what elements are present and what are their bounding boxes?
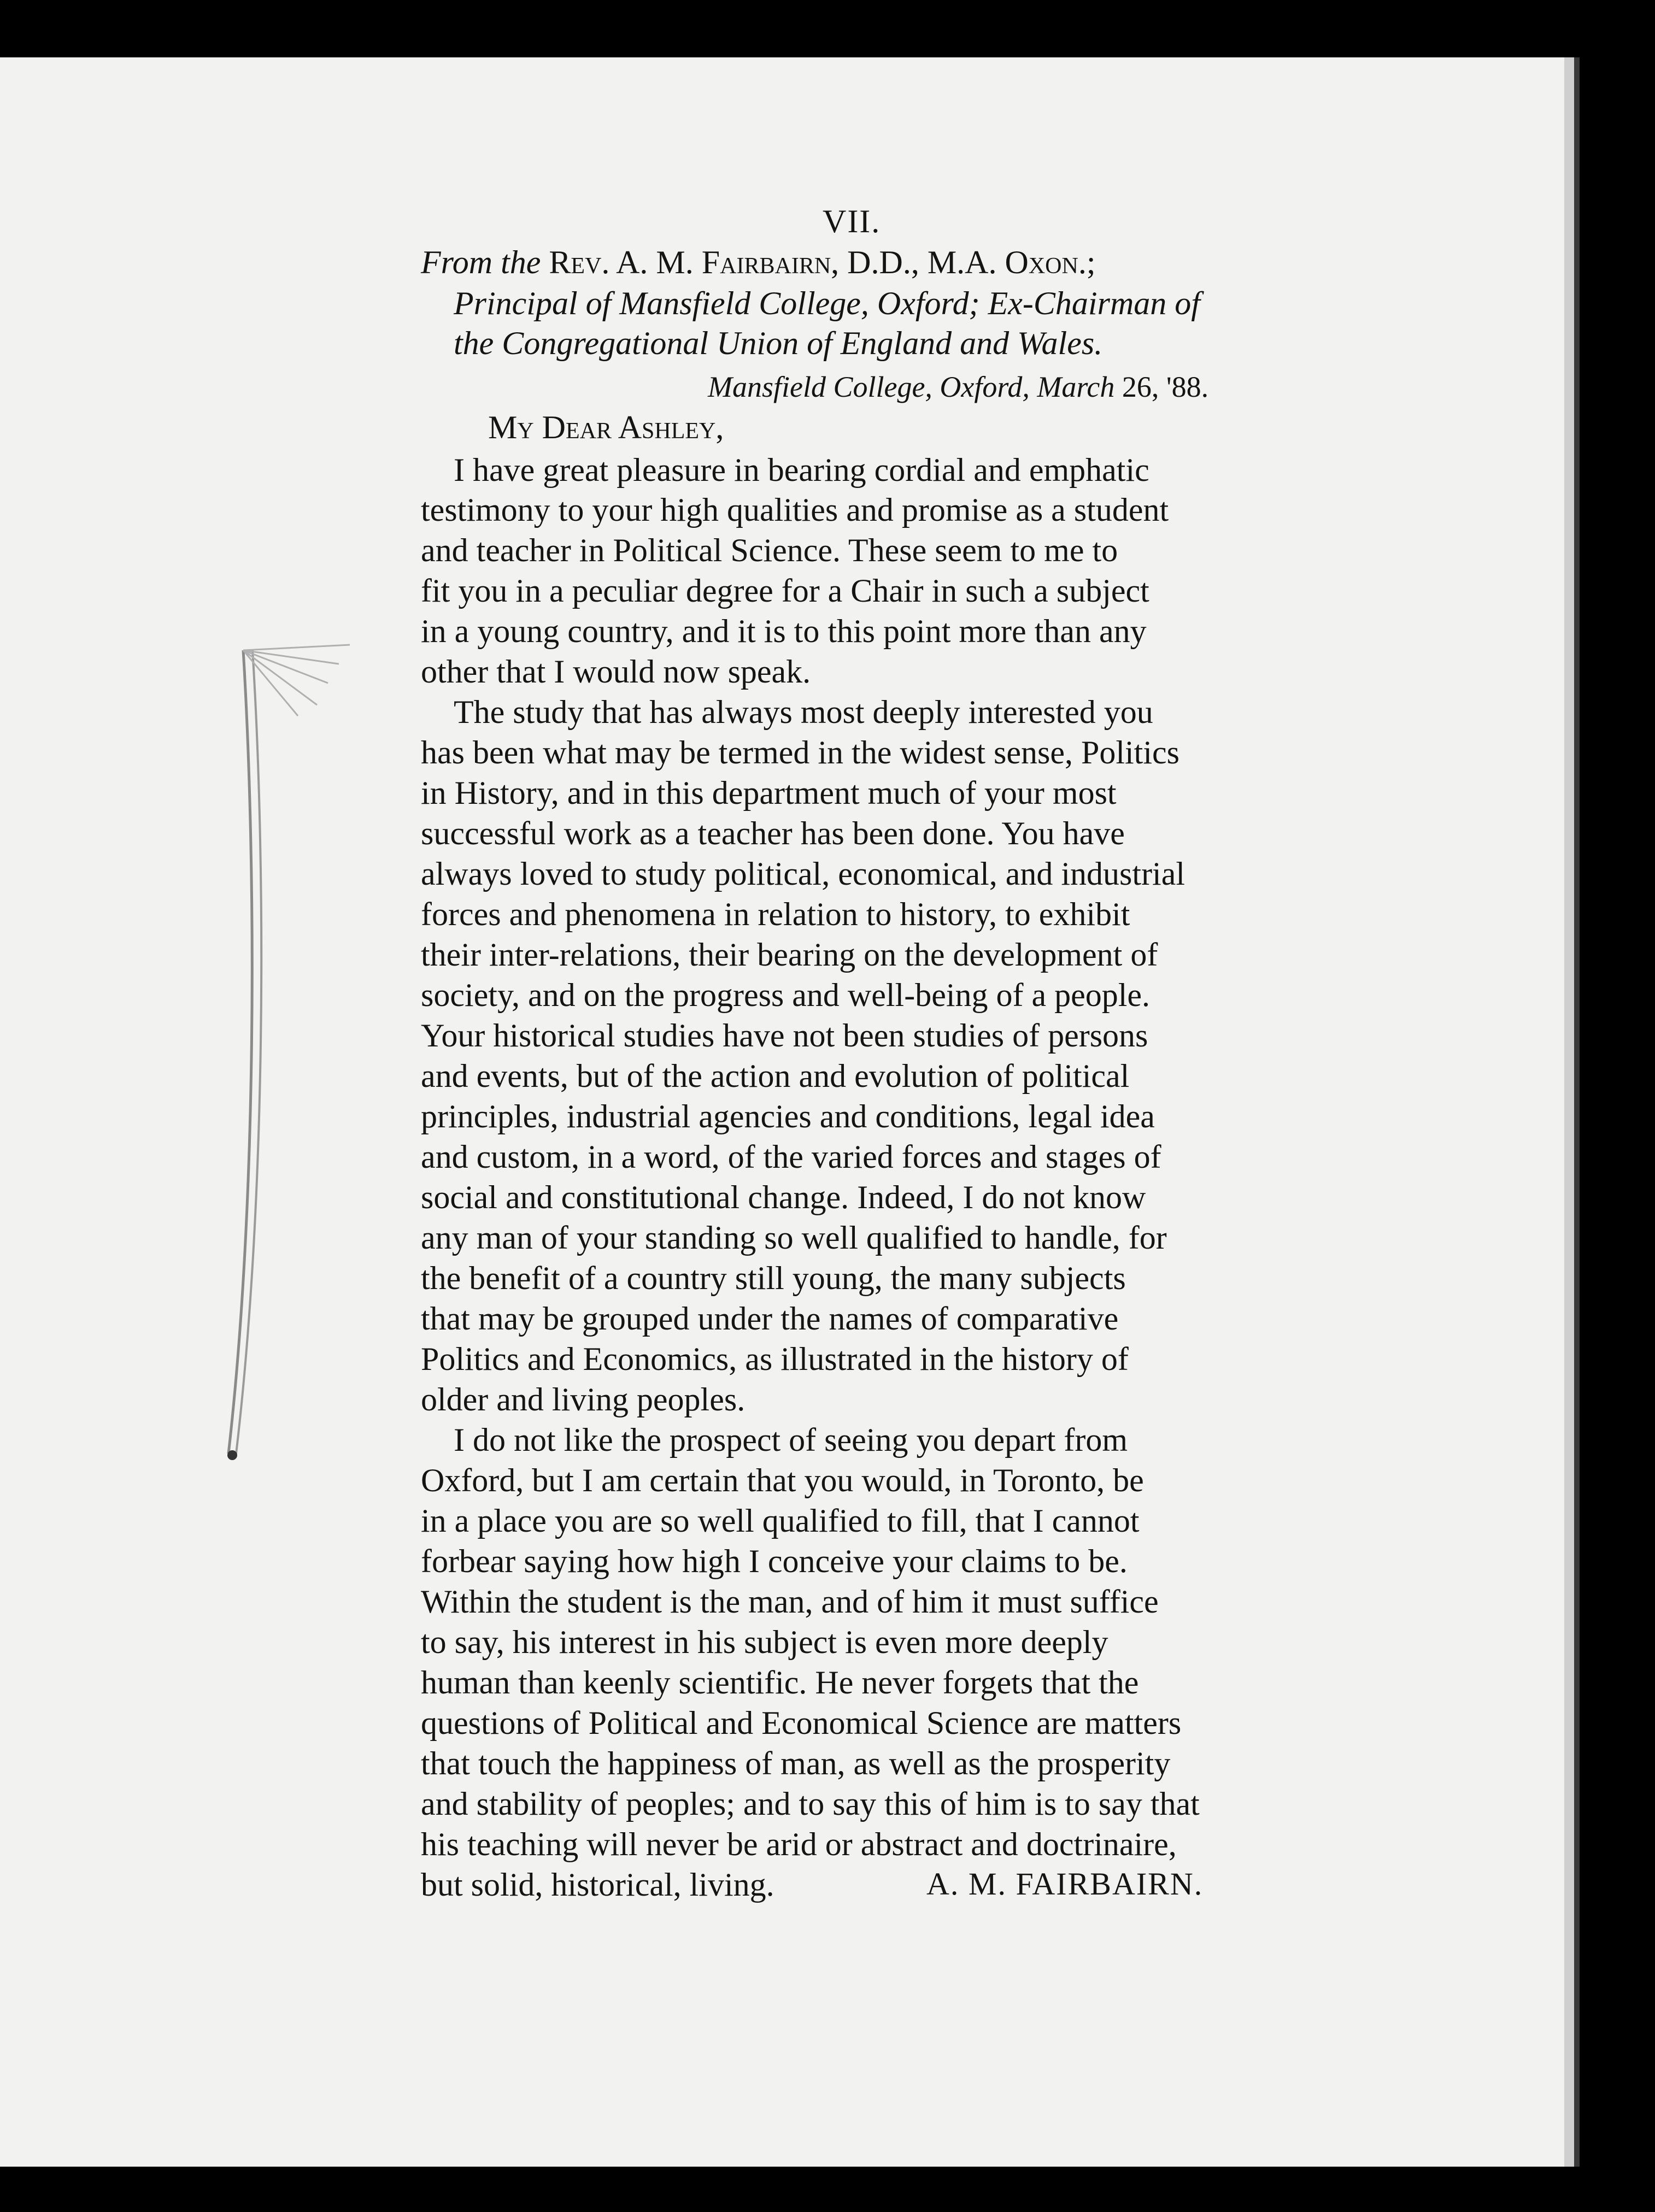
salutation: My Dear Ashley, <box>488 409 724 445</box>
paragraph-line: forbear saying how high I conceive your claims to be. <box>421 1543 1128 1579</box>
paragraph-line: to say, his interest in his subject is even more deeply <box>421 1624 1108 1660</box>
paragraph-line: always loved to study political, economical, and industrial <box>421 856 1186 892</box>
dateline-place: Mansfield College, Oxford, March <box>708 370 1115 403</box>
from-prefix: From the <box>421 244 541 280</box>
paragraph-line: and custom, in a word, of the varied forces and stages of <box>421 1139 1161 1175</box>
dateline <box>708 372 1208 402</box>
page-edge-shadow <box>1574 57 1580 2167</box>
paragraph-line: that touch the happiness of man, as well as the prosperity <box>421 1745 1171 1781</box>
paragraph-line: I have great pleasure in bearing cordial and emphatic <box>454 452 1149 488</box>
paragraph-line: successful work as a teacher has been done. You have <box>421 815 1125 851</box>
paragraph-line: in a young country, and it is to this point more than any <box>421 613 1147 649</box>
paragraph-line: Within the student is the man, and of him it must suffice <box>421 1584 1159 1620</box>
section-heading: VII. <box>823 203 881 239</box>
paragraph-line: principles, industrial agencies and conditions, legal idea <box>421 1098 1155 1134</box>
paragraph-line: I do not like the prospect of seeing you depart from <box>454 1422 1128 1458</box>
paragraph-line: has been what may be termed in the widest sense, Politics <box>421 734 1179 770</box>
paragraph-line: Politics and Economics, as illustrated in the history of <box>421 1341 1129 1377</box>
title-line: the Congregational Union of England and Wales. <box>454 325 1103 361</box>
paragraph-line: human than keenly scientific. He never forgets that the <box>421 1664 1139 1701</box>
title-line: Principal of Mansfield College, Oxford; Ex-Chairman of <box>454 285 1200 321</box>
paragraph-line: in a place you are so well qualified to fill, that I cannot <box>421 1503 1140 1539</box>
paragraph-line: Oxford, but I am certain that you would, in Toronto, be <box>421 1462 1144 1498</box>
paragraph-line: but solid, historical, living. <box>421 1867 774 1903</box>
from-name: Rev. A. M. Fairbairn, D.D., M.A. Oxon.; <box>549 244 1096 280</box>
paragraph-line: and events, but of the action and evolution of political <box>421 1058 1130 1094</box>
paragraph-line: and teacher in Political Science. These seem to me to <box>421 532 1118 568</box>
paragraph-line: The study that has always most deeply interested you <box>454 694 1153 730</box>
paragraph-line: the benefit of a country still young, the many subjects <box>421 1260 1126 1296</box>
paragraph-line: his teaching will never be arid or abstract and doctrinaire, <box>421 1826 1177 1862</box>
paragraph-line: that may be grouped under the names of comparative <box>421 1301 1119 1337</box>
dateline-date: 26, '88. <box>1122 370 1209 403</box>
paragraph-line: forces and phenomena in relation to history, to exhibit <box>421 896 1130 932</box>
paragraph-line: Your historical studies have not been studies of persons <box>421 1017 1148 1054</box>
paragraph-line: older and living peoples. <box>421 1381 746 1417</box>
paragraph-line: fit you in a peculiar degree for a Chair in such a subject <box>421 573 1149 609</box>
from-line <box>421 246 1096 279</box>
paragraph-line: questions of Political and Economical Science are matters <box>421 1705 1182 1741</box>
paragraph-line: their inter-relations, their bearing on the development of <box>421 937 1158 973</box>
paragraph-line: in History, and in this department much of your most <box>421 775 1117 811</box>
paragraph-line: other that I would now speak. <box>421 654 811 690</box>
paragraph-line: society, and on the progress and well-being of a people. <box>421 977 1151 1013</box>
document-page <box>0 57 1564 2167</box>
paragraph-line: and stability of peoples; and to say this of him is to say that <box>421 1786 1200 1822</box>
paragraph-line: testimony to your high qualities and promise as a student <box>421 492 1169 528</box>
page-edge <box>1564 57 1574 2167</box>
signature: A. M. FAIRBAIRN. <box>926 1866 1204 1902</box>
paragraph-line: any man of your standing so well qualified to handle, for <box>421 1220 1167 1256</box>
paragraph-line: social and constitutional change. Indeed, I do not know <box>421 1179 1146 1215</box>
